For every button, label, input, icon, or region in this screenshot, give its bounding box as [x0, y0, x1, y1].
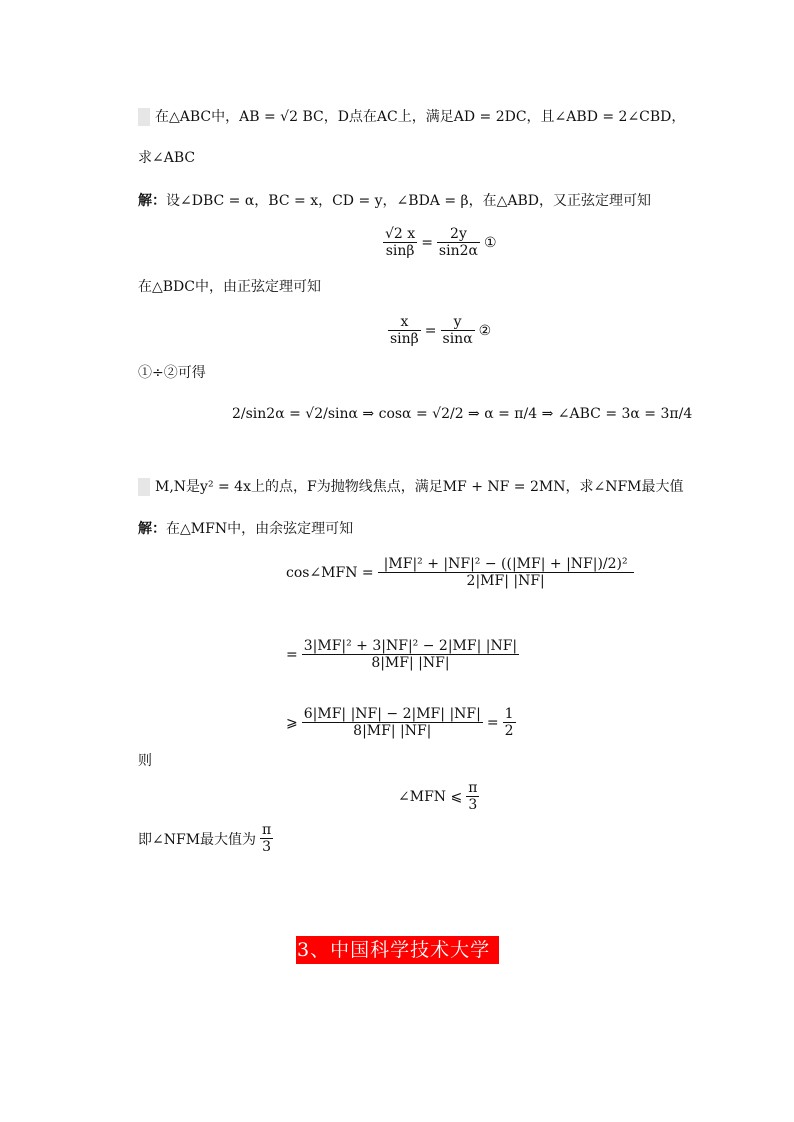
step3-denominator: 8|MF| |NF|: [353, 723, 432, 739]
step3-result-denominator: 2: [504, 723, 514, 739]
angle-bound: [398, 780, 479, 813]
step2-equation: [286, 638, 519, 671]
step3-geq: ⩾: [286, 714, 298, 731]
eq2-left-fraction: [388, 314, 421, 347]
eq1-denominator: sinβ: [385, 243, 415, 259]
cosine-equation: [286, 556, 634, 589]
paragraph-marker: [138, 108, 150, 126]
eq2-tag: ②: [478, 322, 492, 339]
step3-equals: =: [486, 714, 499, 731]
cos-lhs: cos∠MFN =: [286, 564, 374, 581]
solution-intro-text: 设∠DBC = α，BC = x，CD = y，∠BDA = β，在△ABD，又正弦定理可知: [166, 193, 652, 209]
solution-label-2: 解：: [138, 521, 166, 537]
eq1-left-fraction: [383, 226, 417, 259]
problem1-bdc-line: 在△BDC中，由正弦定理可知: [138, 279, 321, 295]
problem1-statement-line1: 在△ABC中，AB = √2 BC，D点在AC上，满足AD = 2DC，且∠ABD = 2∠CBD，: [155, 109, 686, 125]
cos-fraction: [378, 556, 634, 589]
solution-label: 解：: [138, 193, 166, 209]
section-heading: 3、中国科学技术大学: [296, 936, 499, 964]
eq2-right-denominator: sinα: [442, 331, 473, 347]
step3-equation: [286, 706, 516, 739]
solution-intro-text-2: 在△MFN中，由余弦定理可知: [166, 521, 354, 537]
step3-result-numerator: 1: [504, 706, 514, 722]
conclusion-text: 即∠NFM最大值为: [138, 831, 257, 848]
step2-denominator: 8|MF| |NF|: [371, 655, 450, 671]
eq1-numerator: √2 x: [385, 226, 416, 242]
cos-numerator: |MF|² + |NF|² − ((|MF| + |NF|)/2)²: [378, 556, 634, 573]
eq1-tag: ①: [483, 234, 497, 251]
equation-1: [383, 226, 497, 259]
conclusion-fraction: [260, 822, 273, 855]
eq1-right-denominator: sin2α: [438, 243, 478, 259]
step3-result-fraction: [503, 706, 516, 739]
step2-numerator: 3|MF|² + 3|NF|² − 2|MF| |NF|: [303, 638, 518, 654]
step2-equals: =: [286, 646, 298, 663]
eq2-denominator: sinβ: [390, 331, 419, 347]
eq2-equals: =: [424, 322, 437, 339]
eq2-right-fraction: [441, 314, 475, 347]
conclusion-numerator: π: [262, 822, 272, 838]
eq2-numerator: x: [388, 314, 421, 331]
then-label: 则: [138, 753, 152, 769]
conclusion: [138, 822, 273, 855]
problem1-divide-line: ①÷②可得: [138, 365, 206, 381]
eq1-equals: =: [421, 234, 433, 251]
problem1-result-equation: 2/sin2α = √2/sinα ⇒ cosα = √2/2 ⇒ α = π/4 ⇒ ∠ABC = 3α = 3π/4: [232, 406, 693, 422]
problem1-statement-line2: 求∠ABC: [138, 150, 196, 166]
eq1-right-numerator: 2y: [437, 226, 480, 243]
angle-bound-fraction: [466, 780, 479, 813]
eq1-right-fraction: [437, 226, 480, 259]
step2-fraction: [302, 638, 519, 671]
eq2-right-numerator: y: [441, 314, 475, 331]
problem2-statement: M,N是y² = 4x上的点，F为抛物线焦点，满足MF + NF = 2MN，求∠NFM最大值: [155, 479, 684, 495]
problem2-solution-intro: [138, 520, 353, 538]
cos-denominator: 2|MF| |NF|: [466, 573, 545, 589]
angle-bound-lhs: ∠MFN ⩽: [398, 788, 463, 805]
equation-2: [388, 314, 491, 347]
step3-numerator: 6|MF| |NF| − 2|MF| |NF|: [303, 706, 481, 722]
step3-fraction: [302, 706, 483, 739]
problem1-solution-intro: [138, 192, 651, 210]
conclusion-denominator: 3: [262, 839, 272, 855]
angle-bound-denominator: 3: [468, 797, 478, 813]
angle-bound-numerator: π: [468, 780, 478, 796]
paragraph-marker-2: [138, 478, 150, 496]
